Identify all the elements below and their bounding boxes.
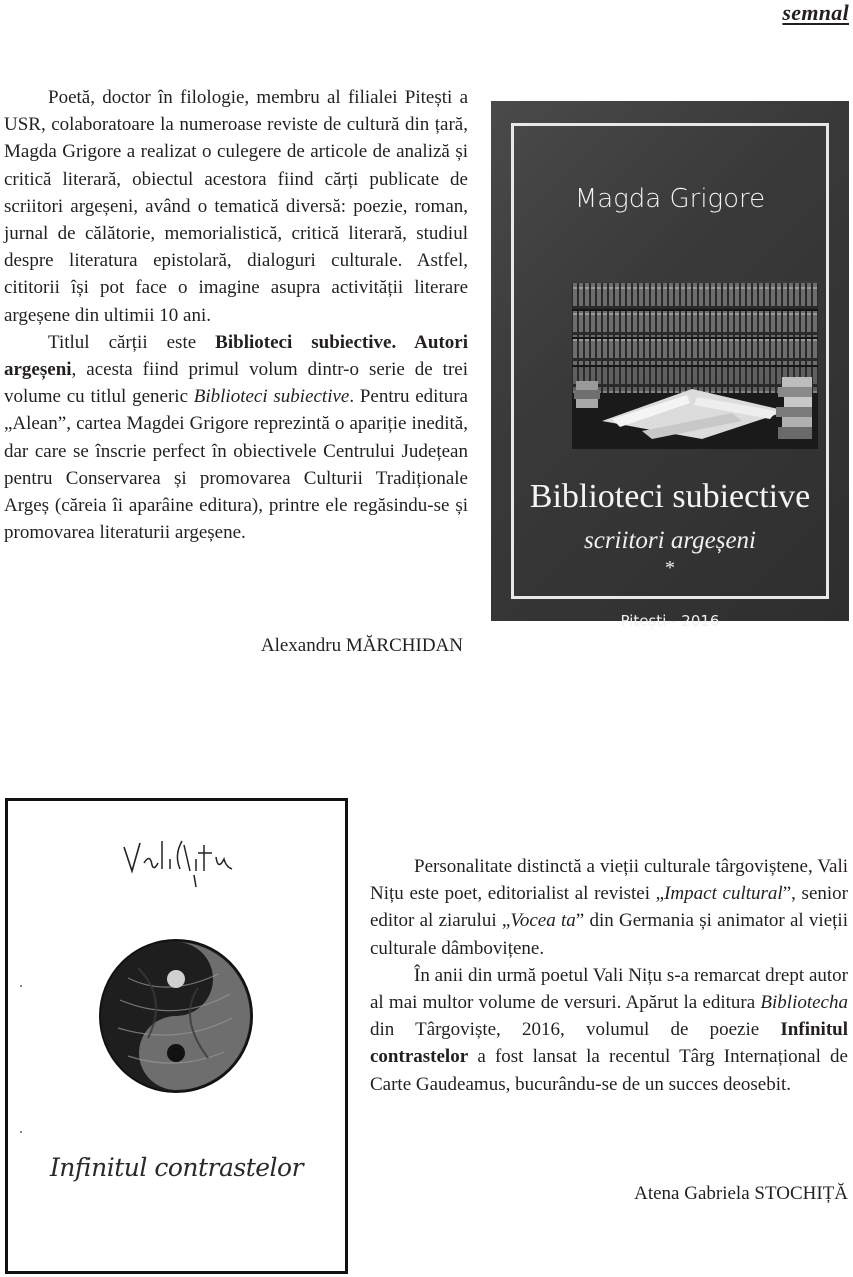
yin-yang-drawing [98,938,254,1094]
book-cover-infinitul-contrastelor [5,798,348,1274]
author-handwritten-signature [118,833,238,893]
section-header: semnal [782,0,849,25]
review-vali-nitu [370,853,848,1098]
cover1-star-mark: * [665,557,675,579]
review1-paragraph-1: Poetă, doctor în filologie, membru al filialei Pitești a USR, colaboratoare la numeroase reviste de cultură din țară, Magda Grigore a realizat o culegere de articole de analiză și critică literară, obiectul acestora fiind cărți publicate de scriitori argeșeni, având o tematică diversă: poezie, roman, jurnal de călătorie, memorialistică, critică literară, studiul despre literatura epistolară, dialoguri culturale. Astfel, cititorii își pot face o imagine asupra activității literare argeșene din ultimii 10 ani. [4,87,468,326]
book-title-bold: Infinitul contrastelor [370,1019,848,1068]
book-cover-biblioteci-subiective [491,101,849,630]
review2-paragraph-2: În anii din urmă poetul Vali Nițu s-a remarcat drept autor al mai multor volume de versuri. Apărut la editura Bibliotecha din Târgoviște, 2016, volumul de poezie Infinitul contrastelor a fost lansat la recentul Târg Internațional de Carte Gaudeamus, bucurându-se de un succes deosebit. [370,964,848,1095]
series-title-italic: Biblioteci subiective [193,386,350,408]
library-photo [572,281,818,449]
cover2-title: Infinitul contrastelor [49,1153,304,1182]
review2-paragraph-1: Personalitate distinctă a vieții culturale târgoviștene, Vali Nițu este poet, editorialist al revistei „Impact cultural”, senior editor al ziarului „Vocea ta” din Germania și animator al vieții culturale dâmbovițene. [370,856,848,959]
cover1-subtitle: scriitori argeșeni [584,527,756,554]
cover1-author: Magda Grigore [574,184,766,214]
cover1-place-year: Pitești - 2016 [620,612,720,630]
cover1-title: Biblioteci subiective [529,478,811,515]
review2-signature: Atena Gabriela STOCHIȚĂ [634,1183,848,1204]
cover-frame [511,123,829,630]
speck [20,985,22,987]
review1-paragraph-2: Titlul cărții este Biblioteci subiective. Autori argeșeni, acesta fiind primul volum dintr-o serie de trei volume cu titlul generic Biblioteci subiective. Pentru editura „Alean”, cartea Magdei Grigore reprezintă o apariție inedită, dar care se înscrie perfect în obiectivele Centrului Județean pentru Conservarea și promovarea Culturii Tradiționale Argeș (căreia îi aparâine editura), printre ele regăsindu-se și promovarea literaturii argeșene. [4,331,468,544]
book-title-bold: Biblioteci subiective. Autori argeșeni [4,331,468,381]
review1-signature: Alexandru MĂRCHIDAN [260,635,463,656]
speck [20,1131,22,1133]
review-magda-grigore [4,84,468,546]
